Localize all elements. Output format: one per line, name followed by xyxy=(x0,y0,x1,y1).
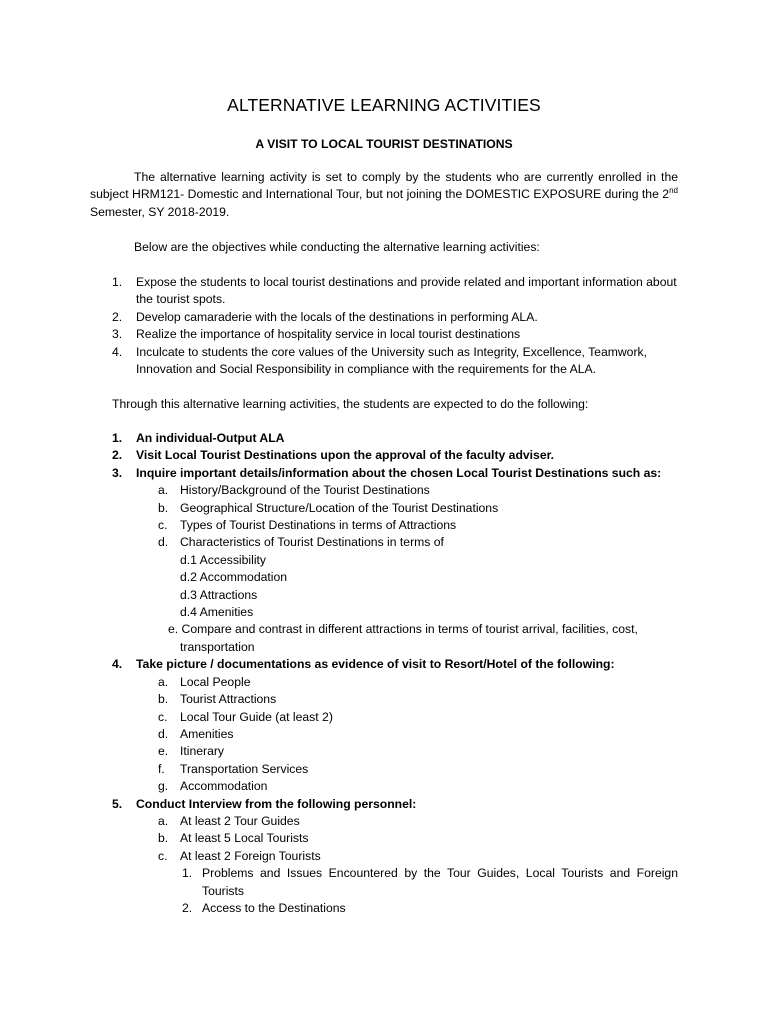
sub-text: Geographical Structure/Location of the Tourist Destinations xyxy=(180,500,499,515)
list-text: Develop camaraderie with the locals of the destinations in performing ALA. xyxy=(136,309,538,324)
list-number: 2. xyxy=(112,448,123,463)
sub-letter: c. xyxy=(158,848,168,863)
sub-text: Types of Tourist Destinations in terms of Attractions xyxy=(180,518,457,533)
sub-letter: c. xyxy=(158,518,168,533)
sub-item xyxy=(90,813,678,830)
sub-letter: a. xyxy=(158,483,169,498)
sub-item xyxy=(90,830,678,847)
sub-sub-item xyxy=(90,865,678,900)
list-item xyxy=(90,430,678,447)
list-item xyxy=(90,309,678,326)
sub-letter: e. xyxy=(158,744,169,759)
sub-sub-item xyxy=(90,900,678,917)
sub-letter: b. xyxy=(158,831,169,846)
sub-text: At least 2 Tour Guides xyxy=(180,813,300,828)
sub-item-continuation: transportation xyxy=(180,639,255,654)
list-number: 4. xyxy=(112,657,123,672)
list-item xyxy=(90,656,678,673)
sub-item xyxy=(90,500,678,517)
list-text: Inquire important details/information about the chosen Local Tourist Destinations such as: xyxy=(136,465,662,480)
list-item xyxy=(90,344,678,379)
document-title: ALTERNATIVE LEARNING ACTIVITIES xyxy=(227,95,541,115)
sub-item xyxy=(90,517,678,534)
sub-item xyxy=(90,482,678,499)
intro-text: The alternative learning activity is set to comply by the students who are currently enrolled in the subject HRM121- Domestic and International Tour, but not joining the DOMESTIC EXPOSURE during the 2 xyxy=(90,170,678,202)
sub-sub-item: d.3 Attractions xyxy=(180,587,258,602)
sub-item xyxy=(90,691,678,708)
list-text: Inculcate to students the core values of the University such as Integrity, Excellence, Teamwork, Innovation and Social Responsibility in compliance with the requirements for the ALA. xyxy=(136,344,647,377)
sub-letter: g. xyxy=(158,779,169,794)
document-subtitle: A VISIT TO LOCAL TOURIST DESTINATIONS xyxy=(255,137,513,151)
list-item xyxy=(90,465,678,482)
tasks-intro: Through this alternative learning activities, the students are expected to do the following: xyxy=(112,397,589,411)
sub-letter: a. xyxy=(158,674,169,689)
sub-sub-number: 1. xyxy=(182,866,193,881)
list-item xyxy=(90,796,678,813)
sub-item xyxy=(90,709,678,726)
sub-item xyxy=(90,674,678,691)
sub-sub-text: Problems and Issues Encountered by the Tour Guides, Local Tourists and Foreign Tourists xyxy=(202,866,678,898)
sub-sub-text: Access to the Destinations xyxy=(202,900,346,915)
sub-text: History/Background of the Tourist Destinations xyxy=(180,483,430,498)
list-number: 2. xyxy=(112,309,123,324)
list-text: Visit Local Tourist Destinations upon the approval of the faculty adviser. xyxy=(136,448,555,463)
sub-sub-item: d.4 Amenities xyxy=(180,605,254,620)
list-item xyxy=(90,447,678,464)
sub-item xyxy=(90,848,678,865)
sub-item xyxy=(90,743,678,760)
sub-text: Characteristics of Tourist Destinations in terms of xyxy=(180,535,444,550)
intro-superscript: nd xyxy=(669,186,678,196)
sub-letter: f. xyxy=(158,761,165,776)
list-text: Take picture / documentations as evidence of visit to Resort/Hotel of the following: xyxy=(136,657,615,672)
sub-text: Transportation Services xyxy=(180,761,309,776)
sub-letter: d. xyxy=(158,535,169,550)
tasks-list xyxy=(90,430,678,917)
list-text: Realize the importance of hospitality service in local tourist destinations xyxy=(136,327,521,342)
list-number: 1. xyxy=(112,275,123,289)
list-item xyxy=(90,274,678,309)
list-number: 1. xyxy=(112,431,123,445)
sub-letter: a. xyxy=(158,813,169,828)
sub-sub-item: d.1 Accessibility xyxy=(180,552,267,567)
objectives-list xyxy=(90,274,678,378)
list-text: An individual-Output ALA xyxy=(136,431,285,445)
sub-item: e. Compare and contrast in different attractions in terms of tourist arrival, facilities, cost, xyxy=(168,622,638,637)
sub-text: At least 5 Local Tourists xyxy=(180,831,309,846)
sub-letter: b. xyxy=(158,692,169,707)
list-number: 3. xyxy=(112,465,123,480)
sub-letter: b. xyxy=(158,500,169,515)
sub-text: Itinerary xyxy=(180,744,225,759)
list-number: 3. xyxy=(112,327,123,342)
sub-sub-item: d.2 Accommodation xyxy=(180,570,288,585)
sub-text: Tourist Attractions xyxy=(180,692,277,707)
objectives-intro: Below are the objectives while conducting the alternative learning activities: xyxy=(134,240,540,254)
intro-paragraph xyxy=(90,169,678,221)
list-item xyxy=(90,326,678,343)
list-text: Conduct Interview from the following personnel: xyxy=(136,796,417,811)
sub-sub-number: 2. xyxy=(182,900,193,915)
sub-text: At least 2 Foreign Tourists xyxy=(180,848,321,863)
sub-text: Local People xyxy=(180,674,251,689)
sub-item xyxy=(90,761,678,778)
sub-letter: c. xyxy=(158,709,168,724)
sub-text: Amenities xyxy=(180,726,234,741)
sub-item xyxy=(90,726,678,743)
sub-letter: d. xyxy=(158,726,169,741)
sub-text: Local Tour Guide (at least 2) xyxy=(180,709,333,724)
intro-text-end: Semester, SY 2018-2019. xyxy=(90,204,230,219)
list-text: Expose the students to local tourist destinations and provide related and important information about the tourist spots. xyxy=(136,275,677,307)
sub-item xyxy=(90,778,678,795)
sub-item xyxy=(90,534,678,551)
sub-text: Accommodation xyxy=(180,779,268,794)
list-number: 4. xyxy=(112,344,123,359)
list-number: 5. xyxy=(112,796,123,811)
